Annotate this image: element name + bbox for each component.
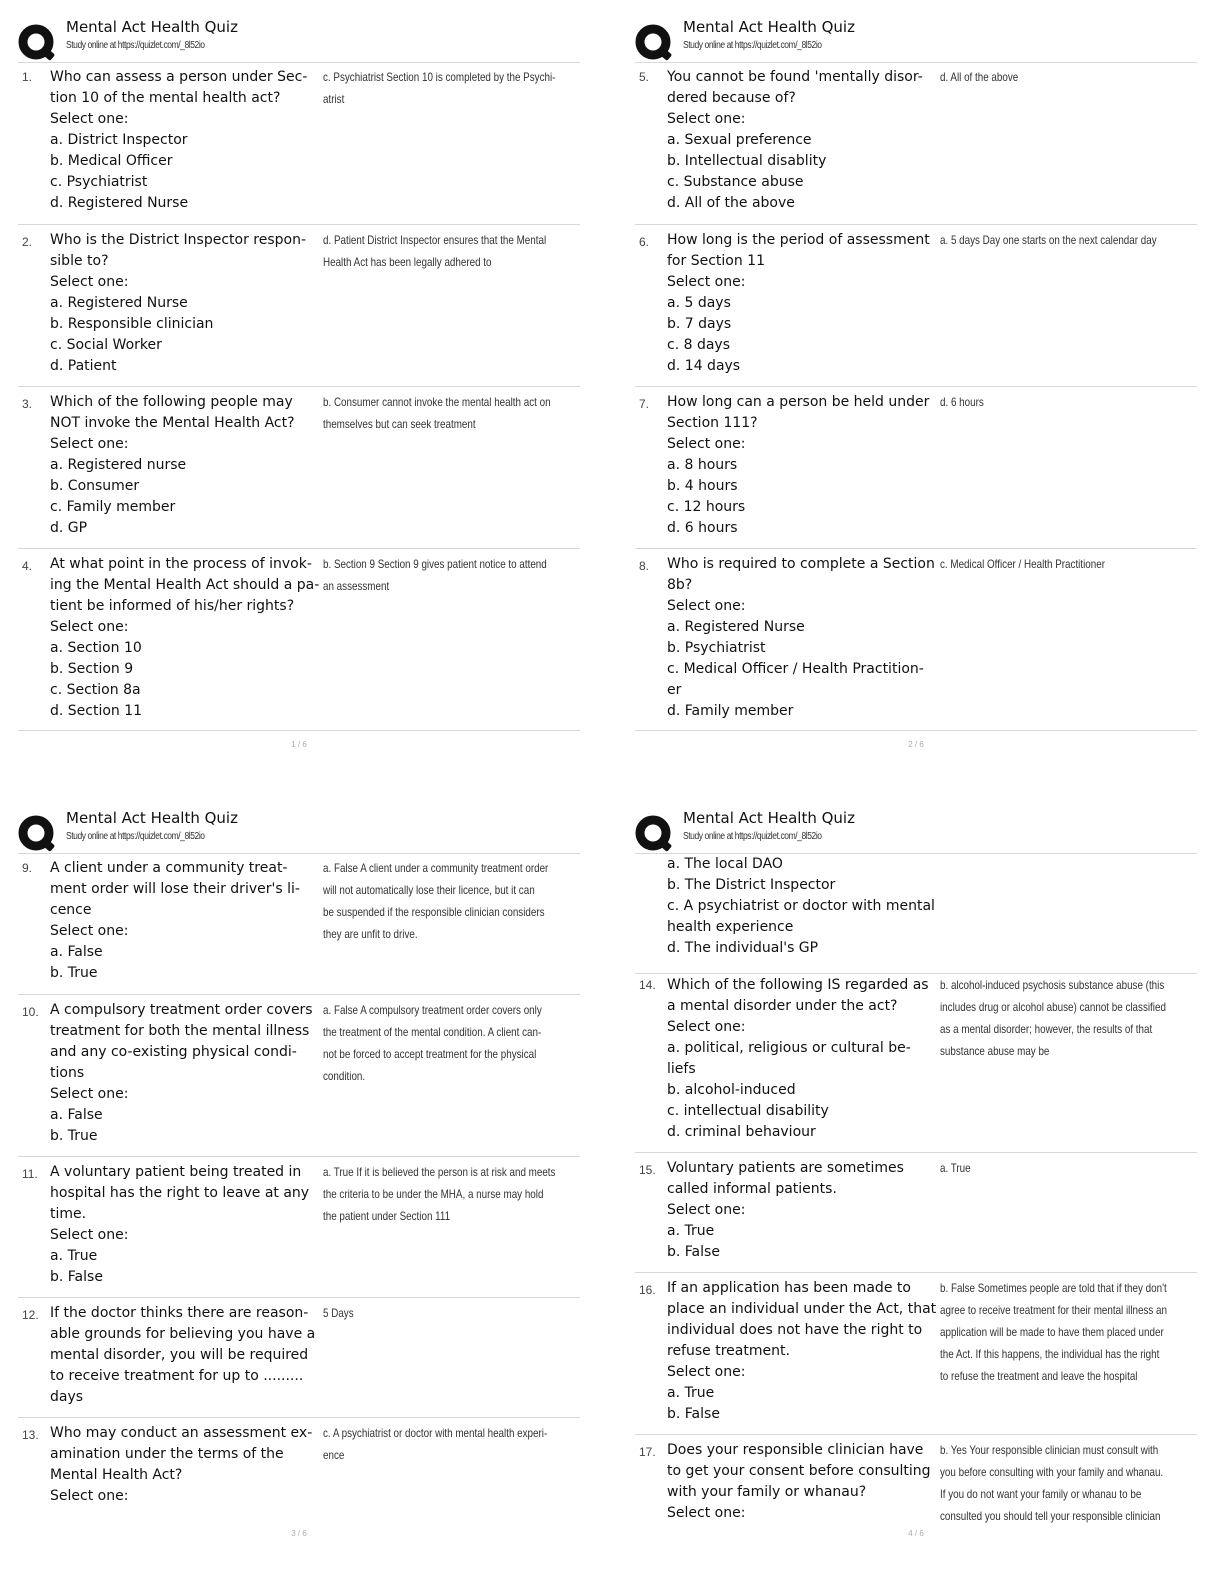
question-text: Which of the following IS regarded as a mental disorder under the act? Select one: a. political, religious or cultural be- liefs b. alcohol-induced c. intellectual disability d. criminal behaviour: [667, 977, 929, 1140]
answer-text: a. 5 days Day one starts on the next calendar day: [940, 233, 1157, 247]
page-subtitle: Study online at https://quizlet.com/_8l52io: [66, 831, 205, 842]
question-number: 1.: [22, 70, 33, 84]
question-text: Voluntary patients are sometimes called informal patients. Select one: a. True b. False: [667, 1160, 904, 1260]
question-number: 12.: [22, 1308, 39, 1322]
divider: [18, 224, 580, 225]
question-text: You cannot be found 'mentally disor- dered because of? Select one: a. Sexual preference b. Intellectual disablity c. Substance abuse d. All of the above: [667, 69, 923, 211]
question-number: 10.: [22, 1005, 39, 1019]
question-number: 7.: [639, 397, 650, 411]
question-number: 2.: [22, 235, 33, 249]
question-text: Who may conduct an assessment ex- amination under the terms of the Mental Health Act? Select one:: [50, 1425, 313, 1504]
question-number: 13.: [22, 1428, 39, 1442]
answer-text: d. All of the above: [940, 70, 1019, 84]
page-subtitle: Study online at https://quizlet.com/_8l52io: [683, 40, 822, 51]
question-text: Does your responsible clinician have to get your consent before consulting with your family or whanau? Select one:: [667, 1442, 931, 1521]
answer-text: a. True If it is believed the person is at risk and meets the criteria to be under the MHA, a nurse may hold the patient under Section 111: [323, 1165, 556, 1223]
answer-text: c. Psychiatrist Section 10 is completed by the Psychi- atrist: [323, 70, 556, 106]
answer-text: b. False Sometimes people are told that if they don't agree to receive treatment for their mental illness an application will be made to have them placed under the Act. If this happens, the individual has the right to refuse the treatment and leave the hospital: [940, 1281, 1167, 1383]
quizlet-logo-icon: [18, 24, 56, 62]
divider: [635, 1272, 1197, 1273]
divider: [18, 1297, 580, 1298]
divider: [635, 548, 1197, 549]
quizlet-logo-icon: [18, 815, 56, 853]
answer-text: d. 6 hours: [940, 395, 984, 409]
question-text: Which of the following people may NOT invoke the Mental Health Act? Select one: a. Registered nurse b. Consumer c. Family member d. GP: [50, 394, 295, 536]
quiz-page-4: [635, 809, 1197, 1538]
question-text: a. The local DAO b. The District Inspector c. A psychiatrist or doctor with mental health experience d. The individual's GP: [667, 856, 935, 956]
answer-text: 5 Days: [323, 1306, 354, 1320]
question-number: 15.: [639, 1163, 656, 1177]
divider: [18, 1156, 580, 1157]
quizlet-logo-icon: [635, 815, 673, 853]
divider: [18, 62, 580, 63]
question-text: A voluntary patient being treated in hospital has the right to leave at any time. Select one: a. True b. False: [50, 1164, 310, 1285]
answer-text: b. alcohol-induced psychosis substance abuse (this includes drug or alcohol abuse) cannot be classified as a mental disorder; however, the results of that substance abuse may be: [940, 978, 1166, 1058]
question-number: 14.: [639, 978, 656, 992]
page-title: Mental Act Health Quiz: [66, 18, 238, 36]
divider: [18, 994, 580, 995]
divider: [635, 730, 1197, 731]
question-number: 16.: [639, 1283, 656, 1297]
page-title: Mental Act Health Quiz: [66, 809, 238, 827]
question-number: 4.: [22, 559, 33, 573]
quiz-page-2: [635, 18, 1197, 749]
quiz-page-1: [18, 18, 580, 749]
answer-text: d. Patient District Inspector ensures that the Mental Health Act has been legally adhered to: [323, 233, 547, 269]
question-text: Who is the District Inspector respon- sible to? Select one: a. Registered Nurse b. Responsible clinician c. Social Worker d. Patient: [50, 232, 307, 374]
question-number: 17.: [639, 1445, 656, 1459]
divider: [18, 386, 580, 387]
page-subtitle: Study online at https://quizlet.com/_8l52io: [683, 831, 822, 842]
answer-text: a. False A client under a community treatment order will not automatically lose their licence, but it can be suspended if the responsible clinician considers they are unfit to drive.: [323, 861, 549, 941]
divider: [18, 548, 580, 549]
question-text: Who can assess a person under Sec- tion 10 of the mental health act? Select one: a. District Inspector b. Medical Officer c. Psychiatrist d. Registered Nurse: [50, 69, 308, 211]
question-text: If an application has been made to place an individual under the Act, that individual does not have the right to refuse treatment. Select one: a. True b. False: [667, 1280, 937, 1422]
divider: [18, 730, 580, 731]
question-number: 8.: [639, 559, 650, 573]
page-number: 3 / 6: [291, 1529, 307, 1538]
question-text: Who is required to complete a Section 8b? Select one: a. Registered Nurse b. Psychiatrist c. Medical Officer / Health Practition- er d. Family member: [667, 556, 935, 719]
question-text: How long can a person be held under Section 111? Select one: a. 8 hours b. 4 hours c. 12 hours d. 6 hours: [667, 394, 930, 536]
answer-text: c. Medical Officer / Health Practitioner: [940, 557, 1105, 571]
answer-text: b. Consumer cannot invoke the mental health act on themselves but can seek treatment: [323, 395, 551, 431]
divider: [18, 1417, 580, 1418]
page-subtitle: Study online at https://quizlet.com/_8l52io: [66, 40, 205, 51]
divider: [635, 386, 1197, 387]
question-text: A client under a community treat- ment order will lose their driver's li- cence Select one: a. False b. True: [50, 860, 300, 981]
answer-text: a. True: [940, 1161, 971, 1175]
question-text: At what point in the process of invok- ing the Mental Health Act should a pa- tient be informed of his/her rights? Select one: a. Section 10 b. Section 9 c. Section 8a d. Section 11: [50, 556, 320, 719]
page-title: Mental Act Health Quiz: [683, 809, 855, 827]
answer-text: c. A psychiatrist or doctor with mental health experi- ence: [323, 1426, 548, 1462]
divider: [635, 1152, 1197, 1153]
divider: [635, 224, 1197, 225]
quiz-page-3: [18, 809, 580, 1538]
answer-text: b. Section 9 Section 9 gives patient notice to attend an assessment: [323, 557, 547, 593]
page-title: Mental Act Health Quiz: [683, 18, 855, 36]
divider: [18, 853, 580, 854]
divider: [635, 62, 1197, 63]
page-number: 4 / 6: [908, 1529, 924, 1538]
question-number: 11.: [22, 1167, 38, 1181]
divider: [635, 1434, 1197, 1435]
question-text: How long is the period of assessment for Section 11 Select one: a. 5 days b. 7 days c. 8 days d. 14 days: [667, 232, 930, 374]
question-number: 6.: [639, 235, 650, 249]
question-number: 5.: [639, 70, 650, 84]
quizlet-logo-icon: [635, 24, 673, 62]
answer-text: a. False A compulsory treatment order covers only the treatment of the mental condition. A client can- not be forced to accept treatment for the physical condition.: [323, 1003, 542, 1083]
question-text: If the doctor thinks there are reason- able grounds for believing you have a mental disorder, you will be required to receive treatment for up to ......... days: [50, 1305, 316, 1405]
question-number: 3.: [22, 397, 33, 411]
question-text: A compulsory treatment order covers treatment for both the mental illness and any co-existing physical condi- tions Select one: a. False b. True: [50, 1002, 313, 1144]
page-number: 2 / 6: [908, 740, 924, 749]
question-number: 9.: [22, 861, 33, 875]
answer-text: b. Yes Your responsible clinician must consult with you before consulting with your family and whanau. If you do not want your family or whanau to be consulted you should tell your responsible clinician: [940, 1443, 1164, 1523]
page-number: 1 / 6: [291, 740, 307, 749]
